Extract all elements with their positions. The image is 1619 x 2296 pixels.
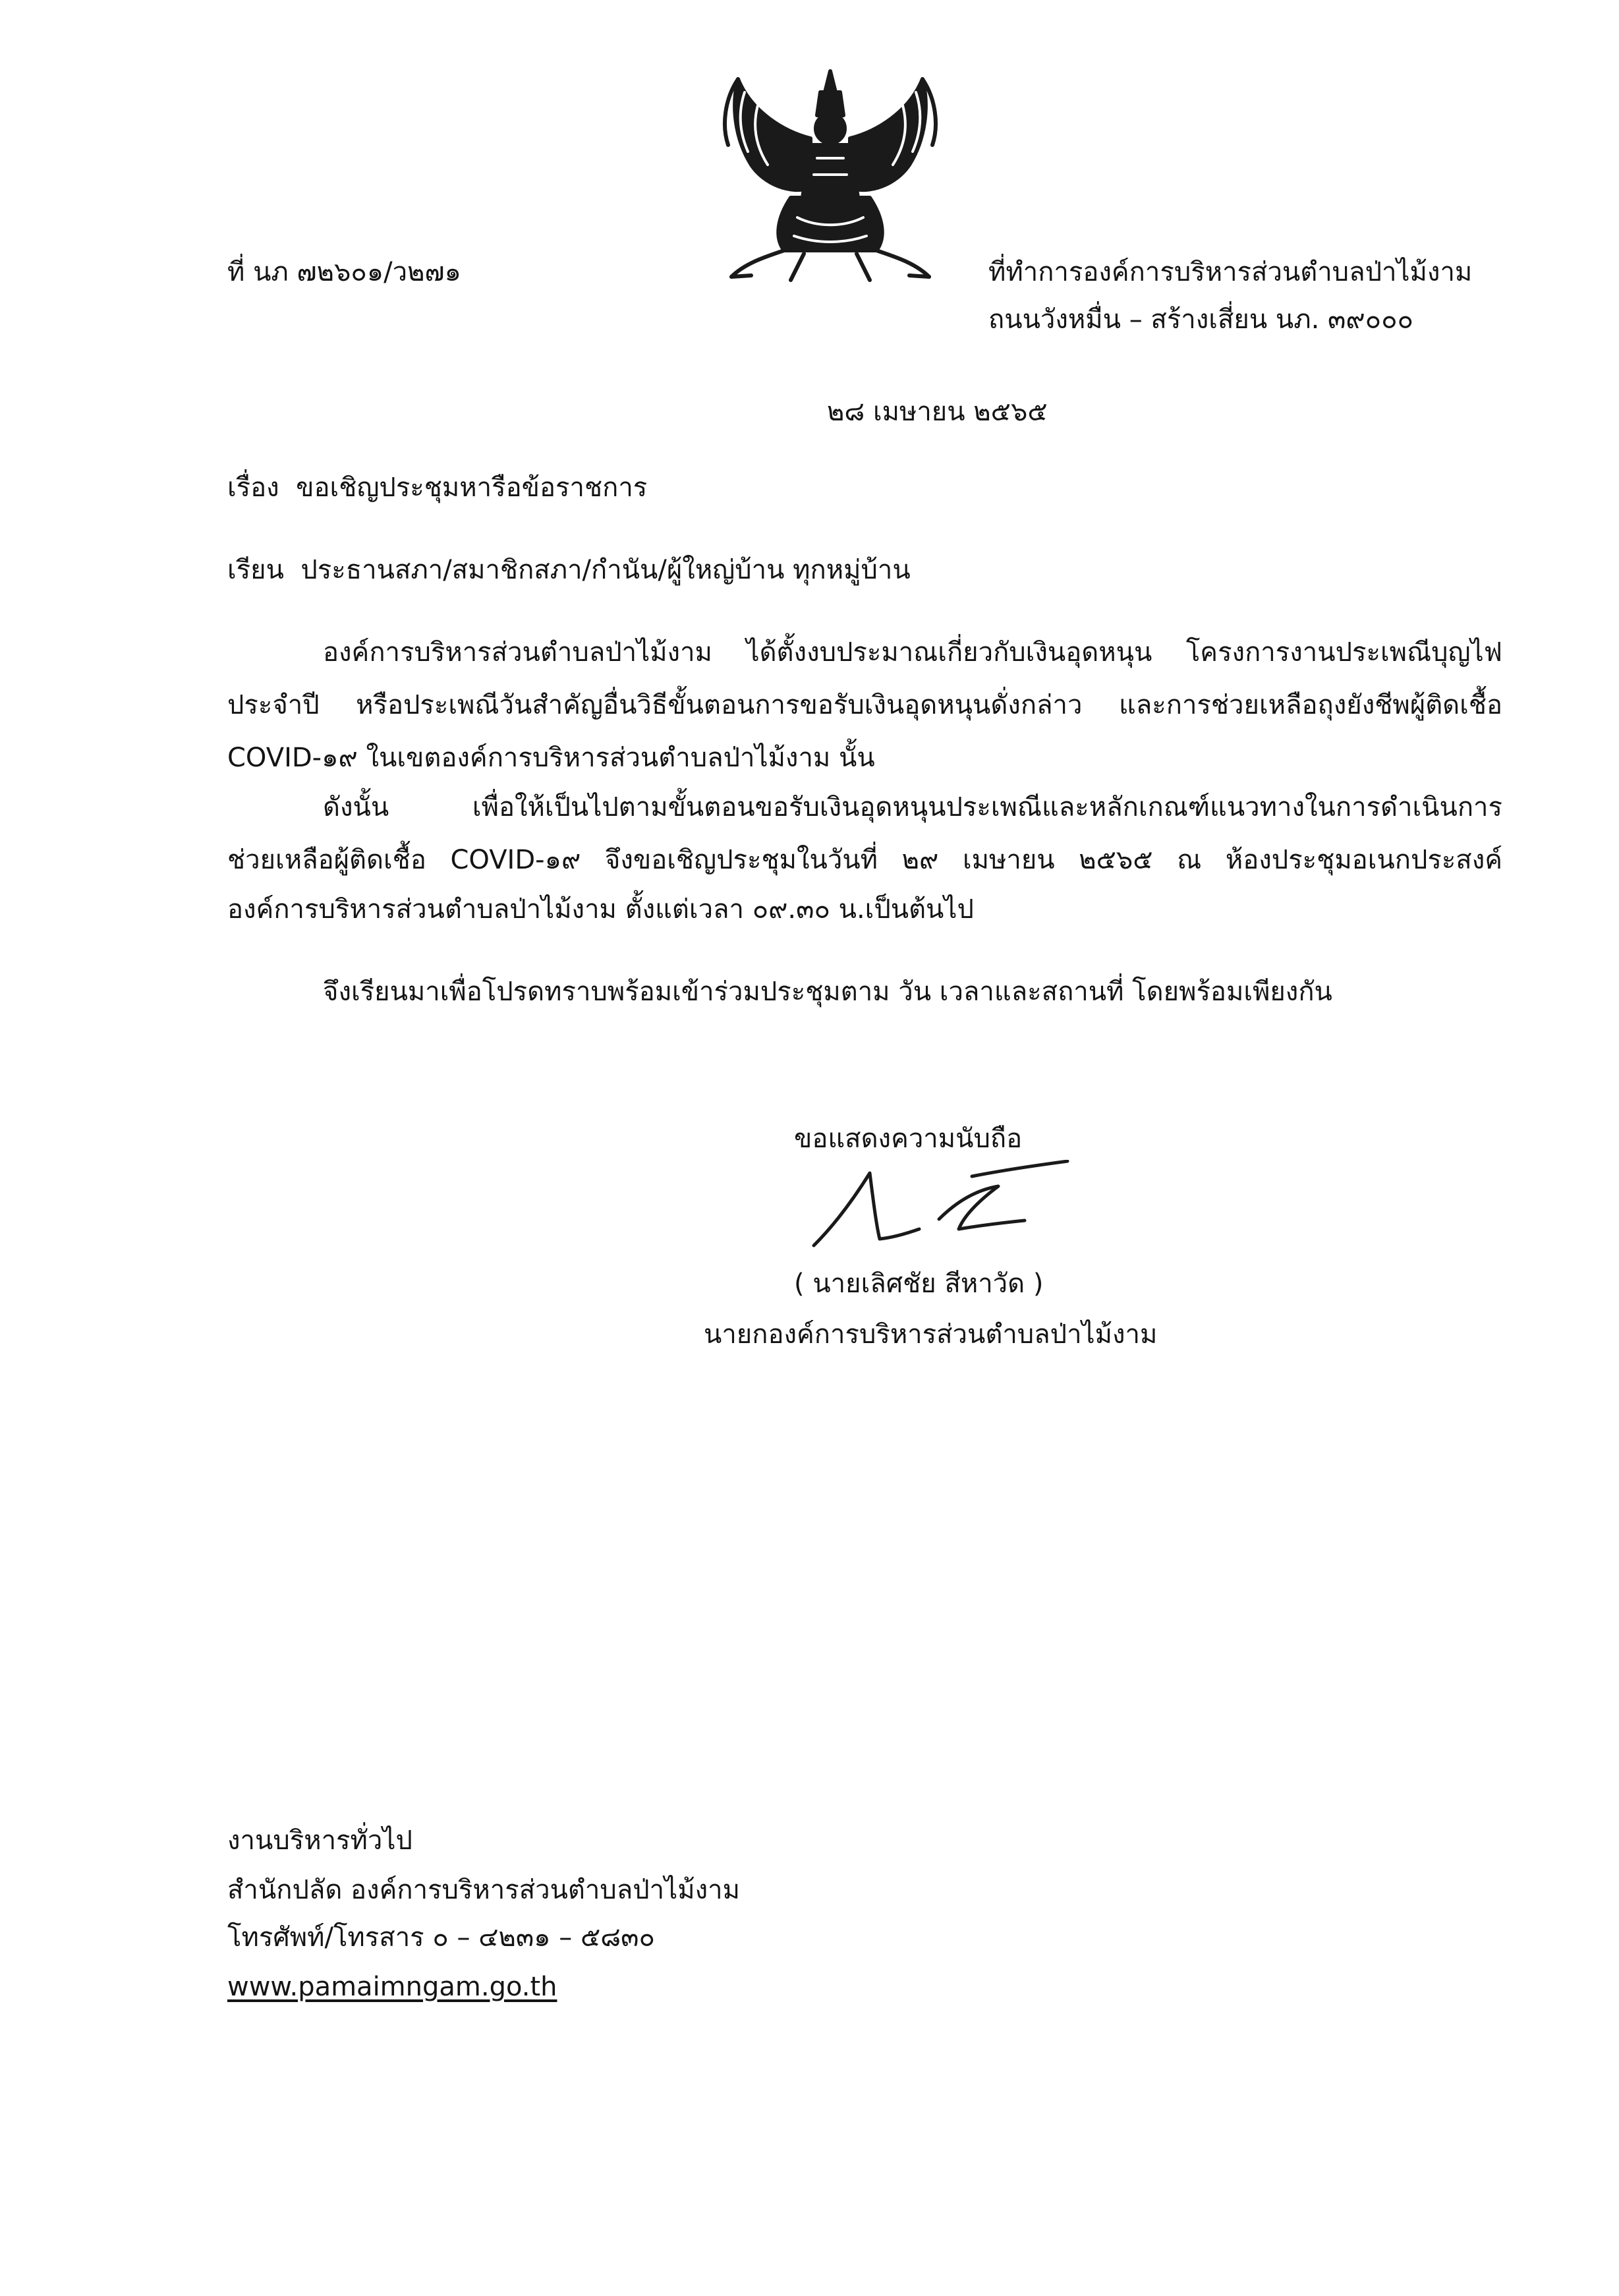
subject-line xyxy=(227,468,647,507)
signatory-position: นายกองค์การบริหารส่วนตำบลป่าไม้งาม xyxy=(704,1319,1158,1350)
regards-text: ขอแสดงความนับถือ xyxy=(794,1124,1023,1154)
garuda-emblem-icon xyxy=(712,66,949,290)
footer-office: สำนักปลัด องค์การบริหารส่วนตำบลป่าไม้งาม xyxy=(227,1875,740,1905)
subject-label: เรื่อง xyxy=(227,473,279,503)
handwritten-signature xyxy=(807,1160,1071,1252)
letter-date: ๒๘ เมษายน ๒๕๖๕ xyxy=(827,397,1048,427)
footer-website-link[interactable]: www.pamaimngam.go.th xyxy=(227,1972,557,2002)
body-paragraph-2-line-1: ดังนั้น เพื่อให้เป็นไปตามขั้นตอนขอรับเงินอุดหนุนประเพณีและหลักเกณฑ์แนวทางในการดำเนินการ xyxy=(323,792,1502,822)
signatory-name: ( นายเลิศชัย สีหาวัด ) xyxy=(794,1269,1044,1299)
recipient-label: เรียน xyxy=(227,555,284,585)
footer-phone: โทรศัพท์/โทรสาร ๐ – ๔๒๓๑ – ๕๘๓๐ xyxy=(227,1922,655,1953)
recipient-line xyxy=(227,550,911,590)
body-paragraph-2-line-3: องค์การบริหารส่วนตำบลป่าไม้งาม ตั้งแต่เวลา ๐๙.๓๐ น.เป็นต้นไป xyxy=(227,894,974,925)
office-address-line2: ถนนวังหมื่น – สร้างเสี่ยน นภ. ๓๙๐๐๐ xyxy=(988,304,1413,335)
body-paragraph-1-line-3: COVID-๑๙ ในเขตองค์การบริหารส่วนตำบลป่าไม้งาม นั้น xyxy=(227,743,875,773)
footer-department: งานบริหารทั่วไป xyxy=(227,1825,412,1856)
body-paragraph-2-line-2: ช่วยเหลือผู้ติดเชื้อ COVID-๑๙ จึงขอเชิญประชุมในวันที่ ๒๙ เมษายน ๒๕๖๕ ณ ห้องประชุมอเนกประสงค์ xyxy=(227,845,1502,875)
office-address-line1: ที่ทำการองค์การบริหารส่วนตำบลป่าไม้งาม xyxy=(988,257,1473,287)
reference-number: ที่ นภ ๗๒๖๐๑/ว๒๗๑ xyxy=(227,257,461,287)
closing-sentence: จึงเรียนมาเพื่อโปรดทราบพร้อมเข้าร่วมประชุมตาม วัน เวลาและสถานที่ โดยพร้อมเพียงกัน xyxy=(323,977,1332,1007)
body-paragraph-1-line-2: ประจำปี หรือประเพณีวันสำคัญอื่นวิธีขั้นตอนการขอรับเงินอุดหนุนดั่งกล่าว และการช่วยเหลือถุงยังชีพผู้ติดเชื้อ xyxy=(227,690,1502,720)
recipient-text: ประธานสภา/สมาชิกสภา/กำนัน/ผู้ใหญ่บ้าน ทุกหมู่บ้าน xyxy=(300,555,911,585)
subject-text: ขอเชิญประชุมหารือข้อราชการ xyxy=(296,473,648,503)
body-paragraph-1-line-1: องค์การบริหารส่วนตำบลป่าไม้งาม ได้ตั้งงบประมาณเกี่ยวกับเงินอุดหนุน โครงการงานประเพณีบุญไฟ xyxy=(323,637,1502,668)
